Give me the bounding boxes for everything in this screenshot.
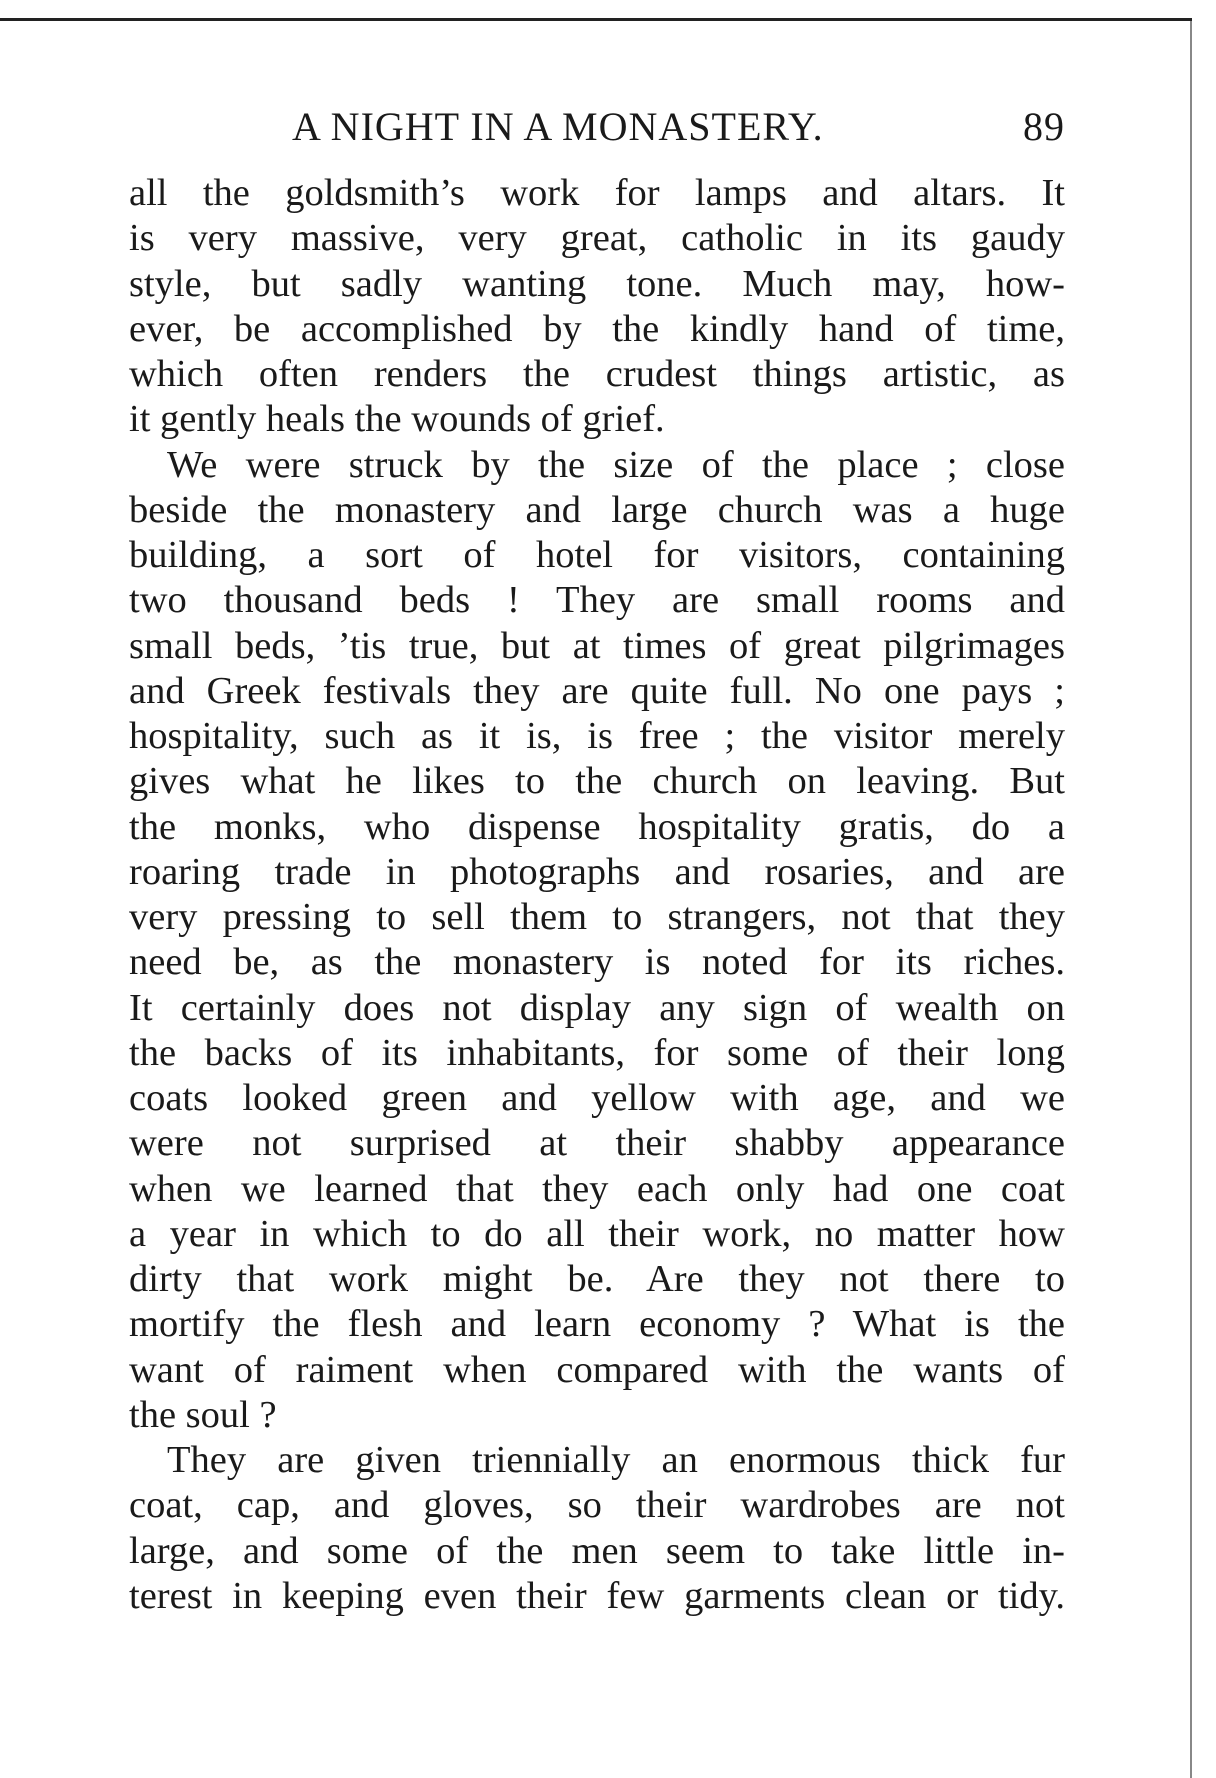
paragraph-1 [129, 171, 1065, 443]
body-text [129, 171, 1065, 1619]
text-line: ever, be accomplished by the kindly hand of time, [129, 307, 1065, 350]
text-line: the backs of its inhabitants, for some of their long [129, 1031, 1065, 1074]
page-edge [1190, 21, 1192, 1778]
text-line: need be, as the monastery is noted for its riches. [129, 941, 1065, 984]
paragraph-2 [129, 443, 1065, 1439]
paragraph-3 [129, 1438, 1065, 1619]
top-rule [0, 18, 1192, 21]
text-line: dirty that work might be. Are they not there to [129, 1258, 1065, 1300]
text-line: mortify the flesh and learn economy ? What is the [129, 1303, 1065, 1346]
page-number: 89 [1023, 104, 1065, 149]
text-line: They are given triennially an enormous thick fur [167, 1439, 1065, 1481]
text-line: small beds, ’tis true, but at times of great pilgrimages [129, 624, 1065, 667]
text-line: which often renders the crudest things artistic, as [129, 353, 1065, 395]
text-line: terest in keeping even their few garments clean or tidy. [129, 1574, 1065, 1617]
text-line: the monks, who dispense hospitality gratis, do a [129, 805, 1065, 848]
text-line: coats looked green and yellow with age, and we [129, 1077, 1065, 1119]
text-line: hospitality, such as it is, is free ; the visitor merely [129, 715, 1065, 757]
text-line: it gently heals the wounds of grief. [129, 398, 665, 441]
text-line: were not surprised at their shabby appearance [129, 1122, 1065, 1165]
text-line: roaring trade in photographs and rosaries, and are [129, 850, 1065, 893]
text-line: two thousand beds ! They are small rooms and [129, 579, 1065, 622]
text-line: beside the monastery and large church was a huge [129, 488, 1065, 531]
text-line: coat, cap, and gloves, so their wardrobes are not [129, 1484, 1065, 1527]
text-line: when we learned that they each only had one coat [129, 1167, 1065, 1210]
running-head [129, 103, 1065, 153]
text-line: building, a sort of hotel for visitors, containing [129, 534, 1065, 576]
running-head-title: A NIGHT IN A MONASTERY. [292, 104, 824, 149]
text-line: very pressing to sell them to strangers, not that they [129, 896, 1065, 938]
text-line: all the goldsmith’s work for lamps and altars. It [129, 172, 1065, 214]
text-line: the soul ? [129, 1393, 277, 1436]
text-line: gives what he likes to the church on leaving. But [129, 760, 1065, 803]
text-line: large, and some of the men seem to take little in- [129, 1529, 1065, 1572]
text-line: and Greek festivals they are quite full. No one pays ; [129, 669, 1065, 712]
text-line: It certainly does not display any sign of wealth on [129, 986, 1065, 1029]
text-line: style, but sadly wanting tone. Much may, how- [129, 262, 1065, 305]
text-line: want of raiment when compared with the wants of [129, 1348, 1065, 1391]
text-line: a year in which to do all their work, no matter how [129, 1212, 1065, 1255]
text-line: We were struck by the size of the place ; close [167, 443, 1065, 486]
text-line: is very massive, very great, catholic in its gaudy [129, 217, 1065, 260]
